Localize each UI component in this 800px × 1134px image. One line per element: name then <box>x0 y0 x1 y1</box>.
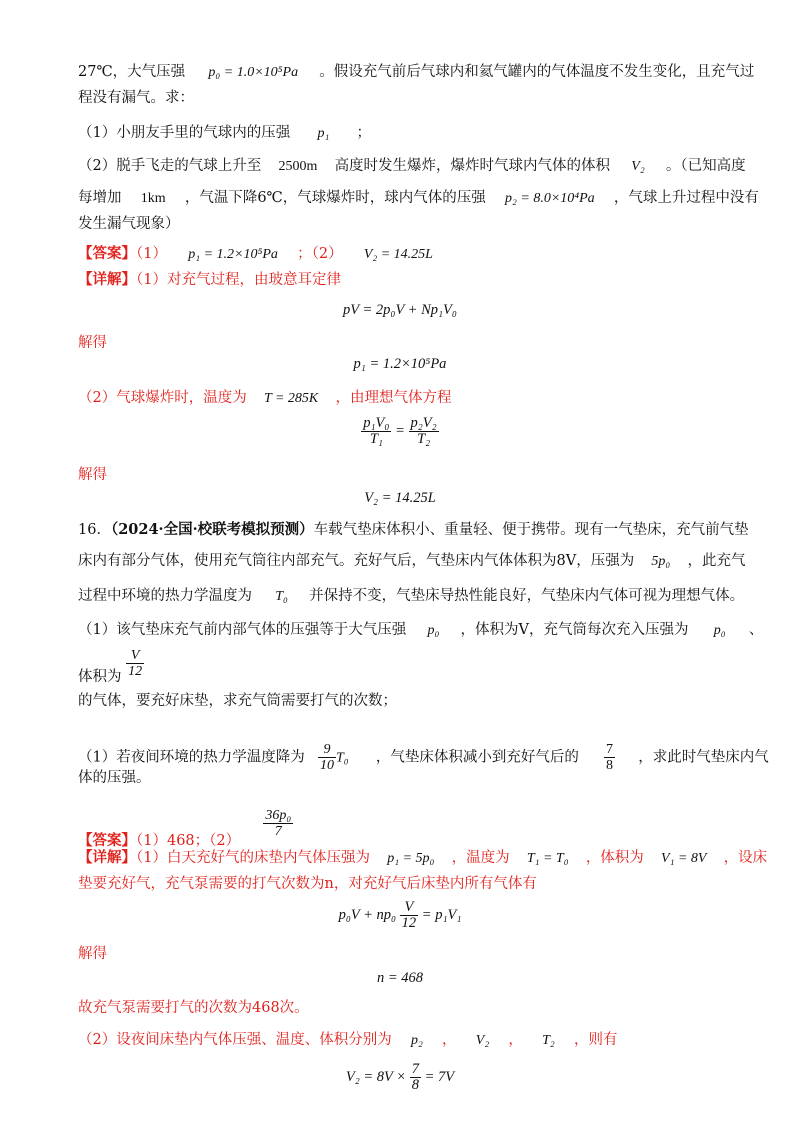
p16-equation-1 <box>0 900 800 931</box>
text: （1） <box>136 246 167 262</box>
answer-label: 【答案】 <box>78 245 136 262</box>
denominator: 12 <box>401 915 417 931</box>
p16-detail-1-line-2: 垫要充好气，充气泵需要的打气次数为n，对充好气后床垫内所有气体有 <box>78 876 537 892</box>
numerator: 36p₀ <box>265 808 292 823</box>
p16-question-1-line-2 <box>78 648 728 687</box>
formula-temperature: T = 285K <box>263 391 319 406</box>
denominator: 12 <box>128 664 143 679</box>
text: 。假设充气前后气球内和氦气罐内的气体温度不发生变化，且充气过 <box>319 64 755 80</box>
text: （1）该气垫床充气前内部气体的压强等于大气压强 <box>78 622 407 638</box>
text: ，气球上升过程中没有 <box>613 190 759 206</box>
fraction-v-12 <box>400 900 419 931</box>
p15-jiede-1: 解得 <box>78 335 107 351</box>
text: 每增加 <box>78 190 122 206</box>
denominator: 8 <box>606 758 614 773</box>
p16-line-3 <box>78 586 745 607</box>
text: ，设床 <box>723 850 768 866</box>
text: ，由理想气体方程 <box>335 390 452 406</box>
formula-t0: T₀ <box>335 750 349 766</box>
p16-detail-2 <box>78 1030 728 1051</box>
numerator: 7 <box>606 742 614 757</box>
p15-detail-2 <box>78 388 728 409</box>
text: （1）对充气过程，由玻意耳定律 <box>136 272 341 288</box>
p16-line-2 <box>78 551 746 572</box>
text: ，体积为 <box>585 850 644 866</box>
text: ，求此时气垫床内气 <box>638 749 769 766</box>
p16-line-1 <box>78 520 749 540</box>
p15-equation-4: V₂ = 14.25L <box>364 490 436 506</box>
p15-equation-2: p₁ = 1.2×10⁵Pa <box>353 356 447 372</box>
text: （1）若夜间环境的热力学温度降为 <box>78 749 305 766</box>
denominator: T₁ <box>369 431 383 447</box>
formula-height: 2500m <box>278 159 318 174</box>
formula-p0: p₀ = 1.0×10⁵Pa <box>208 65 299 80</box>
fraction-left <box>361 416 391 447</box>
p16-jiede: 解得 <box>78 946 107 962</box>
text: = 7V <box>424 1068 455 1085</box>
text: p₀V + np₀ <box>338 906 397 923</box>
p16-equation-2: n = 468 <box>376 970 424 986</box>
text: ，温度为 <box>451 850 510 866</box>
fraction-right <box>409 416 439 447</box>
fraction-36p0-7 <box>263 808 293 839</box>
text: = p₁V₁ <box>421 906 462 923</box>
text: ，此充气 <box>687 553 746 569</box>
text: （2）设夜间床垫内气体压强、温度、体积分别为 <box>78 1032 392 1048</box>
p16-answer <box>78 808 728 851</box>
formula-v2: V₂ <box>631 159 645 174</box>
p15-detail-1 <box>78 270 728 290</box>
problem-source: （2024·全国·校联考模拟预测） <box>110 521 314 538</box>
text: ， <box>442 1032 457 1048</box>
formula-t0: T₀ <box>275 589 288 604</box>
formula-t1: T₁ = T₀ <box>526 851 569 866</box>
text: （1）468；（2） <box>136 833 241 849</box>
numerator: p₂V₂ <box>410 415 437 431</box>
text: （1）小朋友手里的气球内的压强 <box>78 125 291 141</box>
p15-question-2 <box>78 156 746 177</box>
problem-number: 16． <box>78 522 111 538</box>
detail-label: 【详解】 <box>78 271 136 288</box>
text: V₂ = 8V × <box>345 1068 407 1085</box>
formula-v1: V₁ = 8V <box>661 851 707 866</box>
formula-p2: p₂ <box>410 1033 423 1048</box>
p15-line-1 <box>78 62 755 83</box>
text: （2）脱手飞走的气球上升至 <box>78 158 262 174</box>
numerator: 9 <box>318 742 336 758</box>
formula-p0: p₀ <box>713 623 726 638</box>
text: 过程中环境的热力学温度为 <box>78 588 252 604</box>
text: 。（已知高度 <box>665 158 746 174</box>
text: ，气温下降6℃，气球爆炸时，球内气体的压强 <box>184 190 486 206</box>
numerator: V <box>126 648 144 664</box>
text: ，气垫床体积减小到充好气后的 <box>375 749 579 766</box>
text: 体积为 <box>78 669 122 685</box>
text: （2）气球爆炸时，温度为 <box>78 390 247 406</box>
formula-1km: 1km <box>140 191 166 206</box>
p16-equation-3 <box>0 1062 800 1093</box>
denominator: 10 <box>319 758 334 773</box>
fraction-v-over-12 <box>126 648 144 679</box>
p15-line-2: 程没有漏气。求： <box>78 90 194 106</box>
p16-question-2-line-2: 体的压强。 <box>78 770 151 786</box>
p15-question-2-line-2 <box>78 188 759 209</box>
formula-answer-1: p₁ = 1.2×10⁵Pa <box>188 247 278 262</box>
formula-p1: p₁ = 5p₀ <box>387 851 435 866</box>
formula-answer-2: V₂ = 14.25L <box>363 247 433 262</box>
text: ， <box>508 1032 523 1048</box>
text: ； <box>356 125 372 141</box>
formula-p2: p₂ = 8.0×10⁴Pa <box>505 191 595 206</box>
formula-p1: p₁ <box>317 126 330 141</box>
denominator: 7 <box>274 824 282 839</box>
detail-label: 【详解】 <box>78 849 136 866</box>
text: 车载气垫床体积小、重量轻、便于携带。现有一气垫床，充气前气垫 <box>313 522 749 538</box>
p15-jiede-2: 解得 <box>78 467 107 483</box>
text: ，则有 <box>574 1032 618 1048</box>
p15-answer <box>78 244 728 265</box>
p16-conclusion: 故充气泵需要打气的次数为468次。 <box>78 1000 309 1016</box>
text: 床内有部分气体，使用充气筒往内部充气。充好气后，气垫床内气体体积为8V，压强为 <box>78 553 635 569</box>
numerator: V <box>400 900 419 916</box>
p15-question-2-line-3: 发生漏气现象） <box>78 216 180 232</box>
numerator: p₁V₀ <box>363 415 390 431</box>
text: 高度时发生爆炸，爆炸时气球内气体的体积 <box>334 158 611 174</box>
denominator: 8 <box>411 1077 419 1093</box>
formula-t2: T₂ <box>542 1033 555 1048</box>
text: （1）白天充好气的床垫内气体压强为 <box>136 850 370 866</box>
p16-detail-1 <box>78 848 768 869</box>
numerator: 7 <box>411 1061 419 1077</box>
text: ；（2） <box>297 246 343 262</box>
formula-v2: V₂ <box>475 1033 490 1048</box>
formula-5p0: 5p₀ <box>651 554 671 569</box>
p15-equation-3: $\frac{\text{p₁V₀}}{\text{T₁}}$ = $\frac{\text{p₂V₂}}{\text{T₂}}$ <box>363 415 437 447</box>
answer-label: 【答案】 <box>78 832 136 849</box>
text: ，体积为V，充气筒每次充入压强为 <box>460 622 689 638</box>
fraction-7-8 <box>410 1062 421 1093</box>
denominator: T₂ <box>417 431 431 447</box>
text: 并保持不变，气垫床导热性能良好，气垫床内气体可视为理想气体。 <box>309 588 745 604</box>
p16-question-1-line-3: 的气体，要充好床垫，求充气筒需要打气的次数； <box>78 693 397 709</box>
text: 27℃，大气压强 <box>78 64 186 80</box>
p16-question-1 <box>78 620 764 641</box>
text: 、 <box>748 622 764 638</box>
p15-equation-1: pV = 2p₀V + Np₁V₀ <box>343 302 457 318</box>
p15-question-1 <box>78 123 728 144</box>
formula-p0: p₀ <box>427 623 440 638</box>
